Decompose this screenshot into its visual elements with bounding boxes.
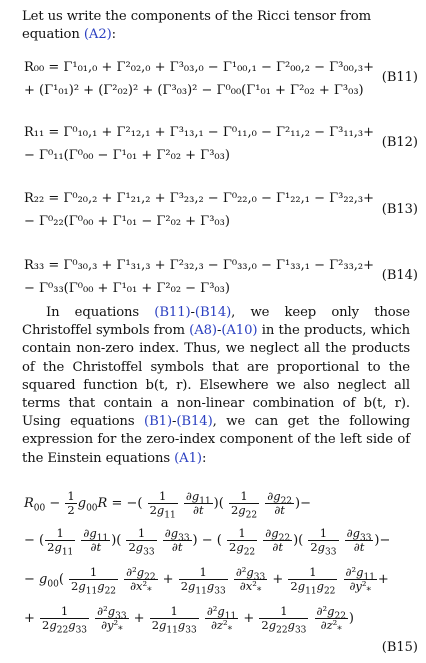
eq-label: (B14) [381,268,418,283]
paragraph-text: - [190,305,195,320]
eq-label: (B11) [381,70,418,85]
paragraph-text: , we keep only those Christoffel symbols from [22,305,411,339]
eq-line: + (Γ¹₀₁)² + (Γ²₀₂)² + (Γ³₀₃)² − Γ⁰₀₀(Γ¹₀₁ + Γ²₀₂ + Γ³₀₃) [24,83,364,98]
eq-line: R₃₃ = Γ⁰₃₀,₃ + Γ¹₃₁,₃ + Γ²₃₂,₃ − Γ⁰₃₃,₀ − Γ¹₃₃,₁ − Γ²₃₃,₂+ [24,258,375,273]
eq-line: − Γ⁰₂₂(Γ⁰₀₀ + Γ¹₀₁ − Γ²₀₂ + Γ³₀₃) [24,214,230,229]
eq-line: − Γ⁰₃₃(Γ⁰₀₀ + Γ¹₀₁ + Γ²₀₂ − Γ³₀₃) [24,281,230,296]
citation-link[interactable]: (A1) [174,450,202,466]
eq-line: R₁₁ = Γ⁰₁₀,₁ + Γ²₁₂,₁ + Γ³₁₃,₁ − Γ⁰₁₁,₀ − Γ²₁₁,₂ − Γ³₁₁,₃+ [24,125,375,140]
eq-B15-line4: + $\frac{1}{2g_{22}g_{33}}$ $\frac{\partial^2g_{33}}{\partial y^2_*}$ + $\frac{1}{2g_{11}g_{33}}$ $\frac{\partial^2g_{11}}{\partial z^2_*}$ + $\frac{1}{2g_{22}g_{33}}$ $\frac{\partial^2g_{22}}{\partial z^2_*}$ ) [24,604,354,636]
eq-label: (B12) [381,135,418,150]
citation-link[interactable]: (B11) [154,305,191,320]
eq-B15-line1: $R_{00}$ − $\frac{1}{2}$ $g_{00}R$ = −( $\frac{1}{2g_{11}}$ $\frac{\partial g_{11}}{\partial t}$ )( $\frac{1}{2g_{22}}$ $\frac{\partial g_{22}}{\partial t}$ )− [24,489,311,521]
intro-tail: : [111,27,117,43]
citation-link[interactable]: (B14) [176,414,213,430]
paragraph-text: In equations [46,305,155,320]
paragraph-text: , we can get the following expression for the zero-index component of the left side of the Einstein equations [22,414,411,466]
paragraph-text: - [216,323,222,339]
eq-line: R₂₂ = Γ⁰₂₀,₂ + Γ¹₂₁,₂ + Γ³₂₃,₂ − Γ⁰₂₂,₀ − Γ¹₂₂,₁ − Γ³₂₂,₃+ [24,191,375,206]
intro-paragraph [22,8,410,44]
paragraph-text: in the products, which contain non-zero index. Thus, we neglect all the products of the Christoffel symbols that are proportional to the squared function b(t, r). Elsewhere we also neglect all terms that contain a non-linear combination of b(t, r). Using equations [22,323,410,430]
citation-link[interactable]: (B14) [194,305,232,320]
eq-line: R₀₀ = Γ¹₀₁,₀ + Γ²₀₂,₀ + Γ³₀₃,₀ − Γ¹₀₀,₁ − Γ²₀₀,₂ − Γ³₀₀,₃+ [24,60,375,75]
citation-link[interactable]: (A8) [189,323,217,339]
citation-link[interactable]: (A10) [221,323,258,339]
intro-text: Let us write the components of the Ricci tensor from equation [22,9,372,43]
citation-link[interactable]: (B1) [144,414,173,430]
eq-B15-line3: − $g_{00}$( $\frac{1}{2g_{11}g_{22}}$ $\frac{\partial^2g_{22}}{\partial x^2_*}$ + $\frac{1}{2g_{11}g_{33}}$ $\frac{\partial^2g_{33}}{\partial x^2_*}$ + $\frac{1}{2g_{11}g_{22}}$ $\frac{\partial^2g_{11}}{\partial y^2_*}$ + [24,565,389,597]
eq-label: (B13) [381,202,418,217]
paragraph-text: : [201,450,207,466]
eq-line: − Γ⁰₁₁(Γ⁰₀₀ − Γ¹₀₁ + Γ²₀₂ + Γ³₀₃) [24,148,230,163]
body-paragraph [22,304,410,468]
eq-B15-line2: − ( $\frac{1}{2g_{11}}$ $\frac{\partial g_{11}}{\partial t}$ )( $\frac{1}{2g_{33}}$ $\frac{\partial g_{33}}{\partial t}$ ) − ( $\frac{1}{2g_{22}}$ $\frac{\partial g_{22}}{\partial t}$ )( $\frac{1}{2g_{33}}$ $\frac{\partial g_{33}}{\partial t}$ )− [24,526,391,558]
paragraph-text: - [172,414,177,430]
eq-label-B15: (B15) [381,640,418,655]
ref-A2[interactable]: (A2) [83,27,112,43]
